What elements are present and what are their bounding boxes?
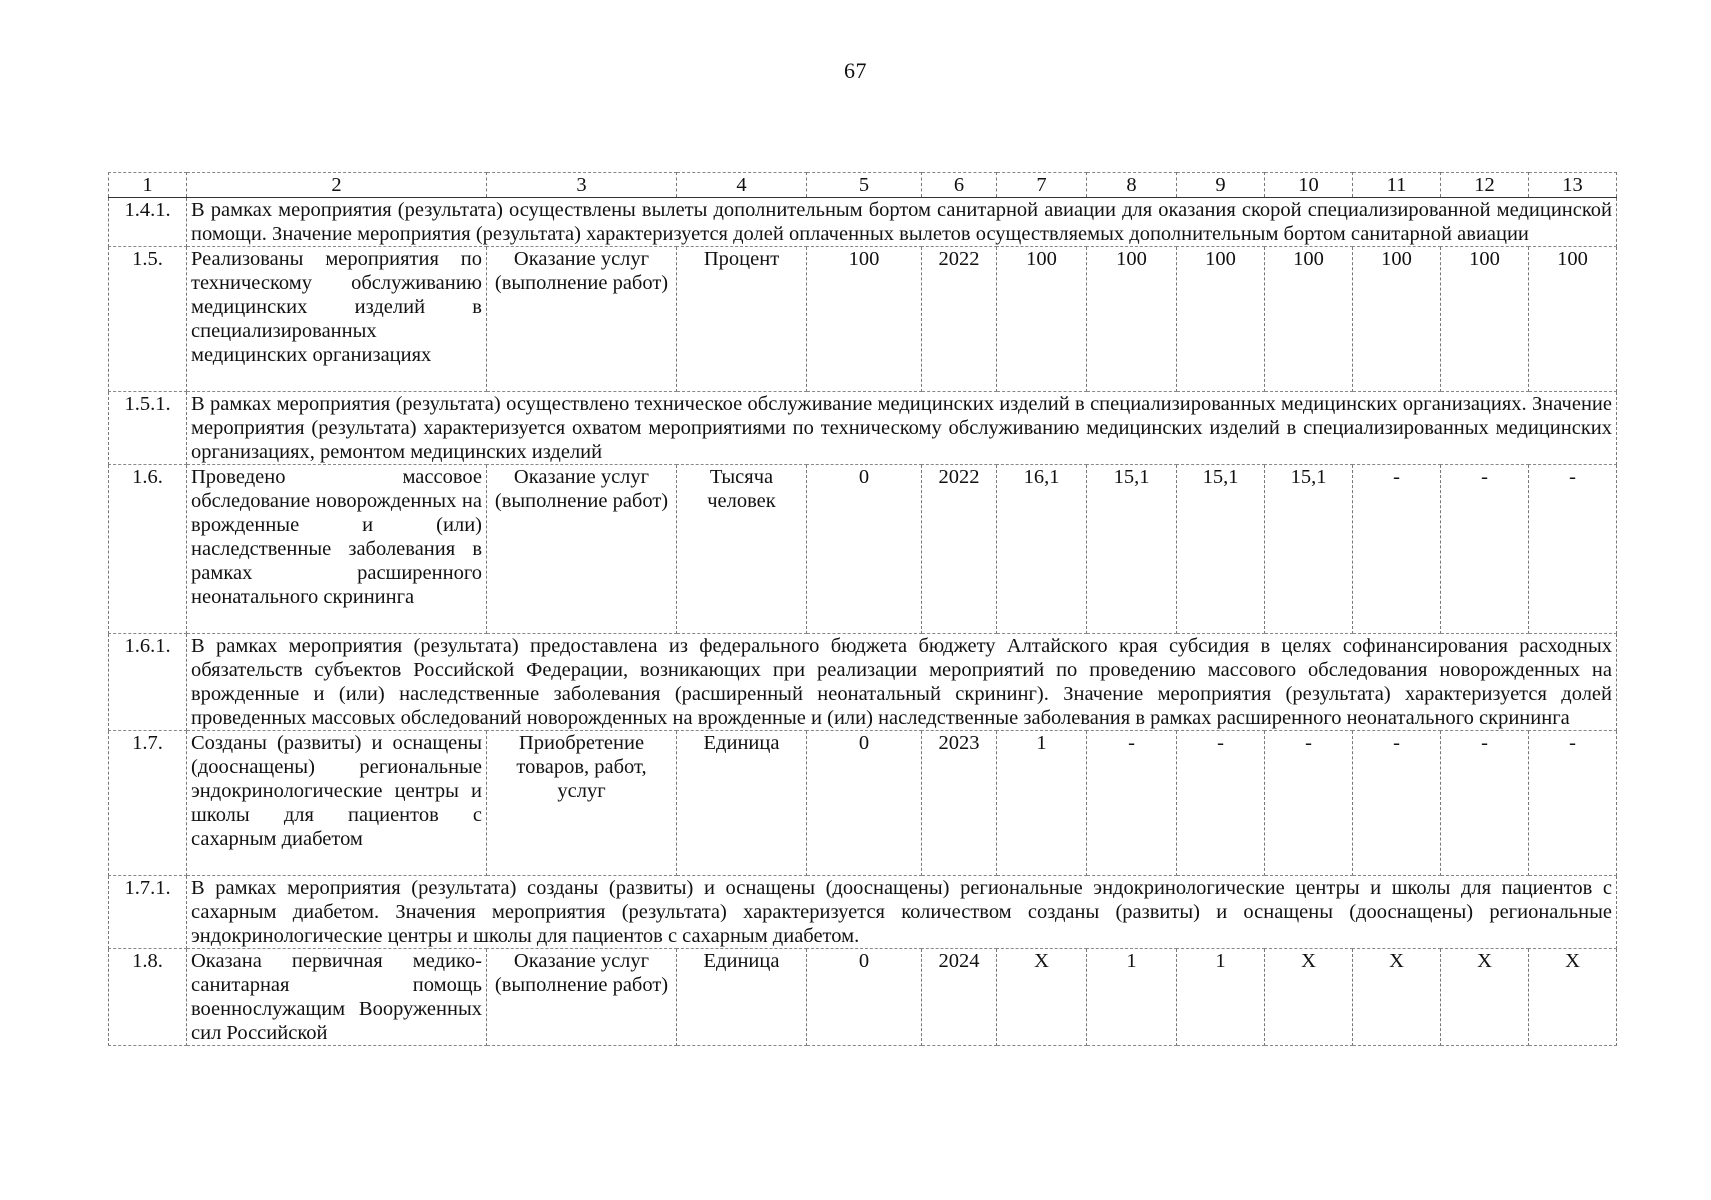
column-header: 11 <box>1353 173 1441 198</box>
column-header: 3 <box>487 173 677 198</box>
indicators-table <box>108 172 1617 1046</box>
unit-of-measure: Тысяча человек <box>677 465 807 634</box>
row-number: 1.8. <box>109 949 187 1046</box>
row-number: 1.5. <box>109 247 187 392</box>
header-row <box>109 173 1617 198</box>
value-cell: 100 <box>1087 247 1177 392</box>
value-cell: 2023 <box>922 731 997 876</box>
column-header: 13 <box>1529 173 1617 198</box>
value-cell: 2024 <box>922 949 997 1046</box>
value-cell: X <box>1353 949 1441 1046</box>
value-cell: X <box>1265 949 1353 1046</box>
value-cell: X <box>1441 949 1529 1046</box>
value-cell: - <box>1529 465 1617 634</box>
description-row <box>109 634 1617 731</box>
description-row <box>109 392 1617 465</box>
value-cell: 1 <box>1087 949 1177 1046</box>
row-description: В рамках мероприятия (результата) осуществлено техническое обслуживание медицинских изделий в специализированных медицинских организациях. Значение мероприятия (результата) характеризуется охватом мероприятиями по техническому обслуживанию медицинских изделий в специализированных медицинских организациях, ремонтом медицинских изделий <box>187 392 1617 465</box>
column-header: 12 <box>1441 173 1529 198</box>
value-cell: - <box>1353 731 1441 876</box>
row-number: 1.6. <box>109 465 187 634</box>
row-number: 1.5.1. <box>109 392 187 465</box>
value-cell: 15,1 <box>1177 465 1265 634</box>
row-number: 1.7. <box>109 731 187 876</box>
table-row <box>109 465 1617 634</box>
value-cell: 16,1 <box>997 465 1087 634</box>
unit-of-measure: Процент <box>677 247 807 392</box>
value-cell: 100 <box>807 247 922 392</box>
row-number: 1.7.1. <box>109 876 187 949</box>
table-row <box>109 731 1617 876</box>
column-header: 7 <box>997 173 1087 198</box>
value-cell: 100 <box>1529 247 1617 392</box>
result-type: Оказание услуг (выполнение работ) <box>487 247 677 392</box>
value-cell: - <box>1265 731 1353 876</box>
row-description: В рамках мероприятия (результата) предоставлена из федерального бюджета бюджету Алтайского края субсидия в целях софинансирования расходных обязательств субъектов Российской Федерации, возникающих при реализации мероприятий по проведению массового обследования новорожденных на врожденные и (или) наследственные заболевания (расширенный неонатальный скрининг). Значение мероприятия (результата) характеризуется долей проведенных массовых обследований новорожденных на врожденные и (или) наследственные заболевания в рамках расширенного неонатального скрининга <box>187 634 1617 731</box>
value-cell: 100 <box>1177 247 1265 392</box>
value-cell: 100 <box>1441 247 1529 392</box>
value-cell: X <box>1529 949 1617 1046</box>
result-type: Оказание услуг (выполнение работ) <box>487 465 677 634</box>
result-name: Оказана первичная медико-санитарная помощь военнослужащим Вооруженных сил Российской <box>187 949 487 1046</box>
column-header: 6 <box>922 173 997 198</box>
column-header: 2 <box>187 173 487 198</box>
result-type: Оказание услуг (выполнение работ) <box>487 949 677 1046</box>
value-cell: - <box>1441 465 1529 634</box>
result-name: Проведено массовое обследование новорожденных на врожденные и (или) наследственные заболевания в рамках расширенного неонатального скрининга <box>187 465 487 634</box>
value-cell: 1 <box>997 731 1087 876</box>
description-row <box>109 876 1617 949</box>
result-type: Приобретение товаров, работ, услуг <box>487 731 677 876</box>
value-cell: 0 <box>807 949 922 1046</box>
table-row <box>109 949 1617 1046</box>
description-row <box>109 198 1617 247</box>
page-number: 67 <box>844 58 867 83</box>
value-cell: 2022 <box>922 465 997 634</box>
value-cell: 1 <box>1177 949 1265 1046</box>
column-header: 9 <box>1177 173 1265 198</box>
value-cell: 100 <box>1353 247 1441 392</box>
value-cell: - <box>1353 465 1441 634</box>
row-number: 1.4.1. <box>109 198 187 247</box>
value-cell: - <box>1087 731 1177 876</box>
row-description: В рамках мероприятия (результата) созданы (развиты) и оснащены (дооснащены) региональные эндокринологические центры и школы для пациентов с сахарным диабетом. Значения мероприятия (результата) характеризуется количеством созданы (развиты) и оснащены (дооснащены) региональные эндокринологические центры и школы для пациентов с сахарным диабетом. <box>187 876 1617 949</box>
value-cell: 100 <box>997 247 1087 392</box>
column-header: 8 <box>1087 173 1177 198</box>
value-cell: - <box>1177 731 1265 876</box>
result-name: Реализованы мероприятия по техническому обслуживанию медицинских изделий в специализированных медицинских организациях <box>187 247 487 392</box>
value-cell: 2022 <box>922 247 997 392</box>
row-description: В рамках мероприятия (результата) осуществлены вылеты дополнительным бортом санитарной авиации для оказания скорой специализированной медицинской помощи. Значение мероприятия (результата) характеризуется долей оплаченных вылетов осуществляемых дополнительным бортом санитарной авиации <box>187 198 1617 247</box>
unit-of-measure: Единица <box>677 731 807 876</box>
value-cell: 0 <box>807 731 922 876</box>
value-cell: 15,1 <box>1087 465 1177 634</box>
value-cell: - <box>1441 731 1529 876</box>
column-header: 1 <box>109 173 187 198</box>
row-number: 1.6.1. <box>109 634 187 731</box>
column-header: 4 <box>677 173 807 198</box>
value-cell: 100 <box>1265 247 1353 392</box>
value-cell: X <box>997 949 1087 1046</box>
value-cell: 15,1 <box>1265 465 1353 634</box>
unit-of-measure: Единица <box>677 949 807 1046</box>
result-name: Созданы (развиты) и оснащены (дооснащены) региональные эндокринологические центры и школы для пациентов с сахарным диабетом <box>187 731 487 876</box>
column-header: 5 <box>807 173 922 198</box>
table-row <box>109 247 1617 392</box>
column-header: 10 <box>1265 173 1353 198</box>
value-cell: 0 <box>807 465 922 634</box>
value-cell: - <box>1529 731 1617 876</box>
